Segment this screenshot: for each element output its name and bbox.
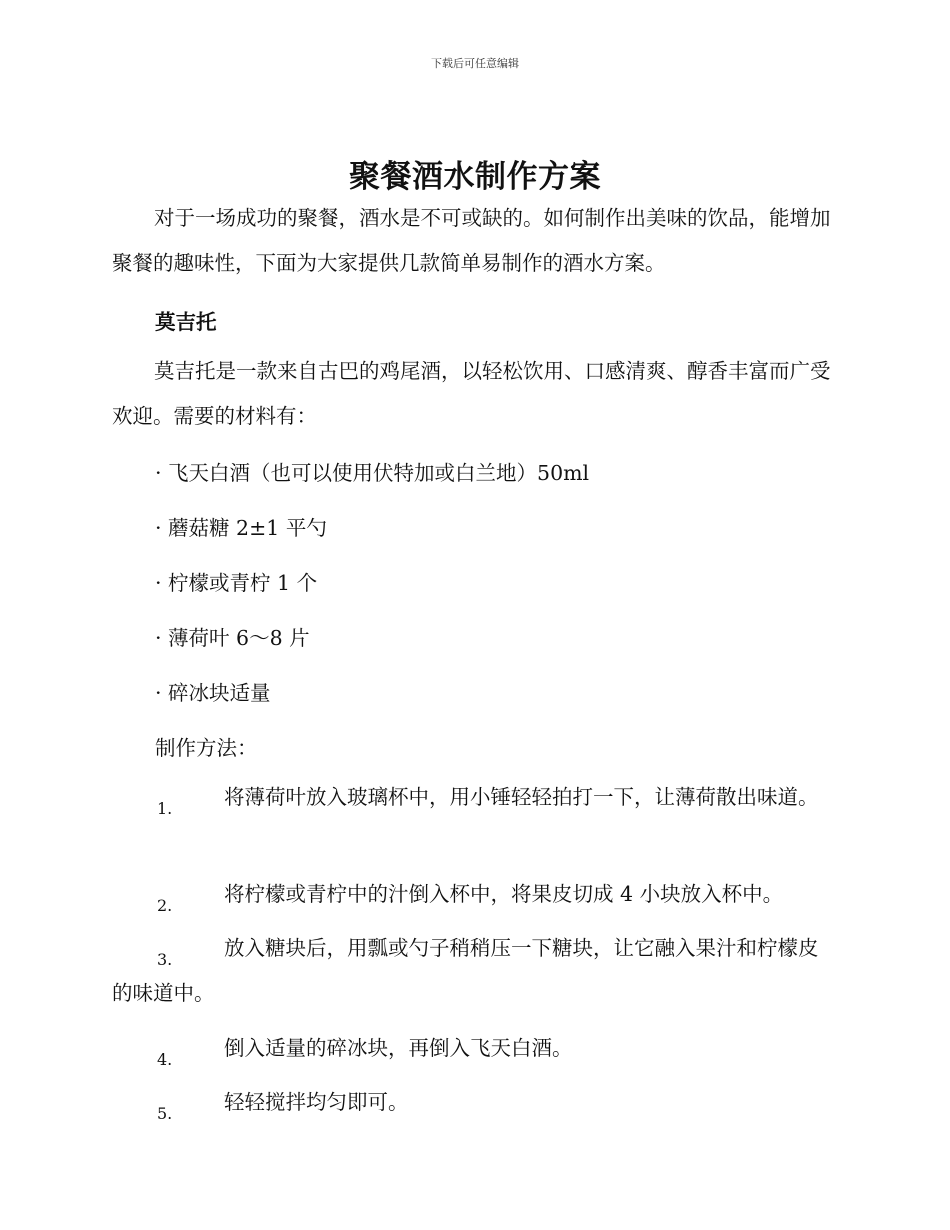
method-step	[112, 926, 837, 1016]
intro-paragraph: 对于一场成功的聚餐，酒水是不可或缺的。如何制作出美味的饮品，能增加聚餐的趣味性，下面为大家提供几款简单易制作的酒水方案。	[112, 206, 831, 275]
section-heading: 莫吉托	[155, 310, 217, 334]
step-number: 1.	[157, 799, 173, 818]
section-description: 莫吉托是一款来自古巴的鸡尾酒，以轻松饮用、口感清爽、醇香丰富而广受欢迎。需要的材料有：	[112, 359, 831, 428]
step-number: 5.	[157, 1104, 173, 1123]
ingredient-item: · 飞天白酒（也可以使用伏特加或白兰地）50ml	[155, 461, 590, 485]
step-number: 3.	[157, 950, 173, 969]
ingredient-item: · 柠檬或青柠 1 个	[155, 571, 318, 595]
method-label: 制作方法：	[155, 736, 258, 760]
step-text: 轻轻搅拌均匀即可。	[224, 1090, 409, 1114]
step-text: 将柠檬或青柠中的汁倒入杯中，将果皮切成 4 小块放入杯中。	[224, 882, 784, 906]
method-step	[112, 872, 837, 917]
ingredient-item: · 碎冰块适量	[155, 681, 271, 705]
step-text: 倒入适量的碎冰块，再倒入飞天白酒。	[224, 1036, 573, 1060]
method-step	[112, 775, 837, 820]
method-step	[112, 1080, 837, 1125]
step-text: 放入糖块后，用瓢或勺子稍稍压一下糖块，让它融入果汁和柠檬皮的味道中。	[112, 936, 819, 1005]
page-header-note: 下载后可任意编辑	[431, 57, 519, 70]
step-number: 2.	[157, 896, 173, 915]
step-number: 4.	[157, 1050, 173, 1069]
method-step	[112, 1026, 837, 1071]
ingredient-item: · 薄荷叶 6～8 片	[155, 626, 310, 650]
ingredient-item: · 蘑菇糖 2±1 平勺	[155, 516, 327, 540]
document-title: 聚餐酒水制作方案	[349, 159, 601, 195]
step-text: 将薄荷叶放入玻璃杯中，用小锤轻轻拍打一下，让薄荷散出味道。	[224, 785, 819, 809]
